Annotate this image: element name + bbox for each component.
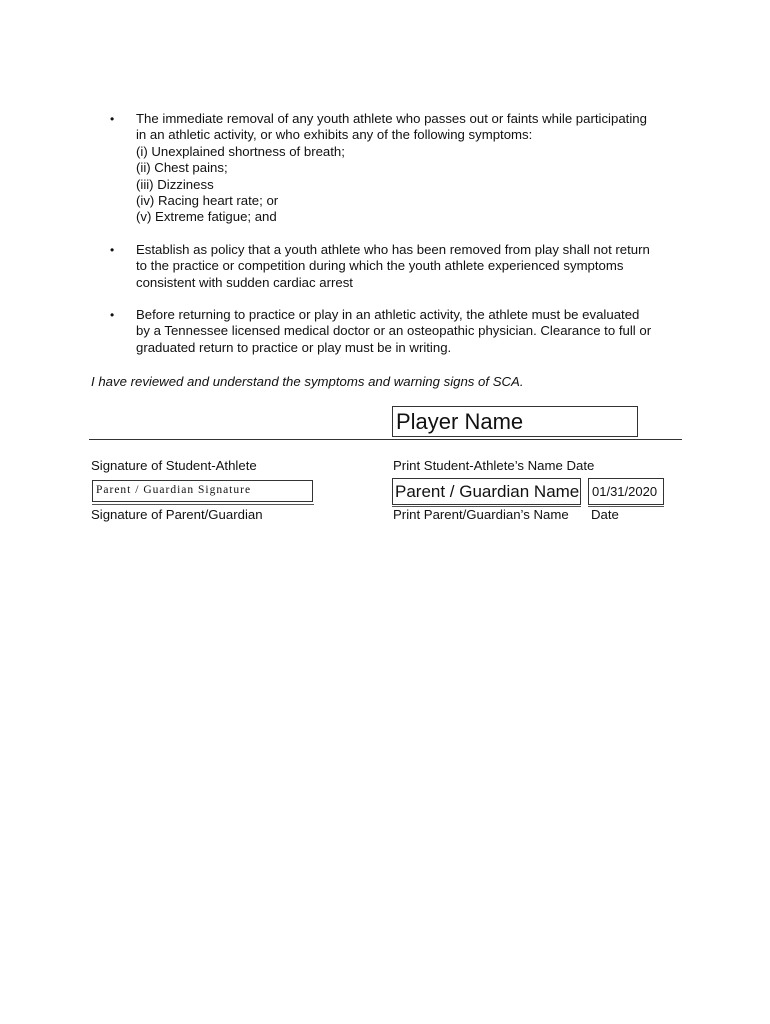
bullet-text-line: to the practice or competition during which the youth athlete experienced symptoms [136, 258, 624, 274]
bullet-text-line: graduated return to practice or play must be in writing. [136, 339, 452, 355]
student-print-name-date-label: Print Student-Athlete’s Name Date [393, 458, 595, 473]
bullet-icon: • [110, 242, 115, 257]
bullet-text-line: Before returning to practice or play in an athletic activity, the athlete must be evaluated [136, 307, 640, 323]
parent-signature-line [92, 504, 314, 505]
bullet-text-line: (iv) Racing heart rate; or [136, 193, 279, 209]
bullet-text-line: Establish as policy that a youth athlete who has been removed from play shall not return [136, 241, 650, 257]
player-name-field[interactable]: Player Name [392, 406, 638, 437]
date-label: Date [591, 507, 619, 522]
bullet-text-line: consistent with sudden cardiac arrest [136, 274, 353, 290]
bullet-icon: • [110, 308, 115, 323]
acknowledgement-statement: I have reviewed and understand the symptoms and warning signs of SCA. [91, 374, 524, 389]
bullet-item-removal [110, 111, 700, 226]
bullet-text-line: in an athletic activity, or who exhibits any of the following symptoms: [136, 127, 533, 143]
parent-signature-field[interactable]: Parent / Guardian Signature [92, 480, 313, 502]
parent-print-name-label: Print Parent/Guardian’s Name [393, 507, 569, 522]
parent-name-field[interactable]: Parent / Guardian Name [392, 478, 581, 505]
date-field[interactable]: 01/31/2020 [588, 478, 664, 505]
student-signature-label: Signature of Student-Athlete [91, 458, 257, 473]
bullet-list [110, 111, 700, 372]
bullet-text-line: (iii) Dizziness [136, 176, 214, 192]
bullet-text-line: (i) Unexplained shortness of breath; [136, 143, 345, 159]
parent-signature-label: Signature of Parent/Guardian [91, 507, 263, 522]
bullet-text-line: The immediate removal of any youth athlete who passes out or faints while participating [136, 111, 647, 126]
bullet-item-policy [110, 242, 700, 291]
bullet-text-line: (ii) Chest pains; [136, 160, 228, 176]
student-signature-line [89, 439, 682, 440]
bullet-icon: • [110, 112, 115, 126]
bullet-text-line: (v) Extreme fatigue; and [136, 209, 277, 225]
bullet-item-clearance [110, 307, 700, 356]
bullet-text-line: by a Tennessee licensed medical doctor or an osteopathic physician. Clearance to full or [136, 323, 652, 339]
